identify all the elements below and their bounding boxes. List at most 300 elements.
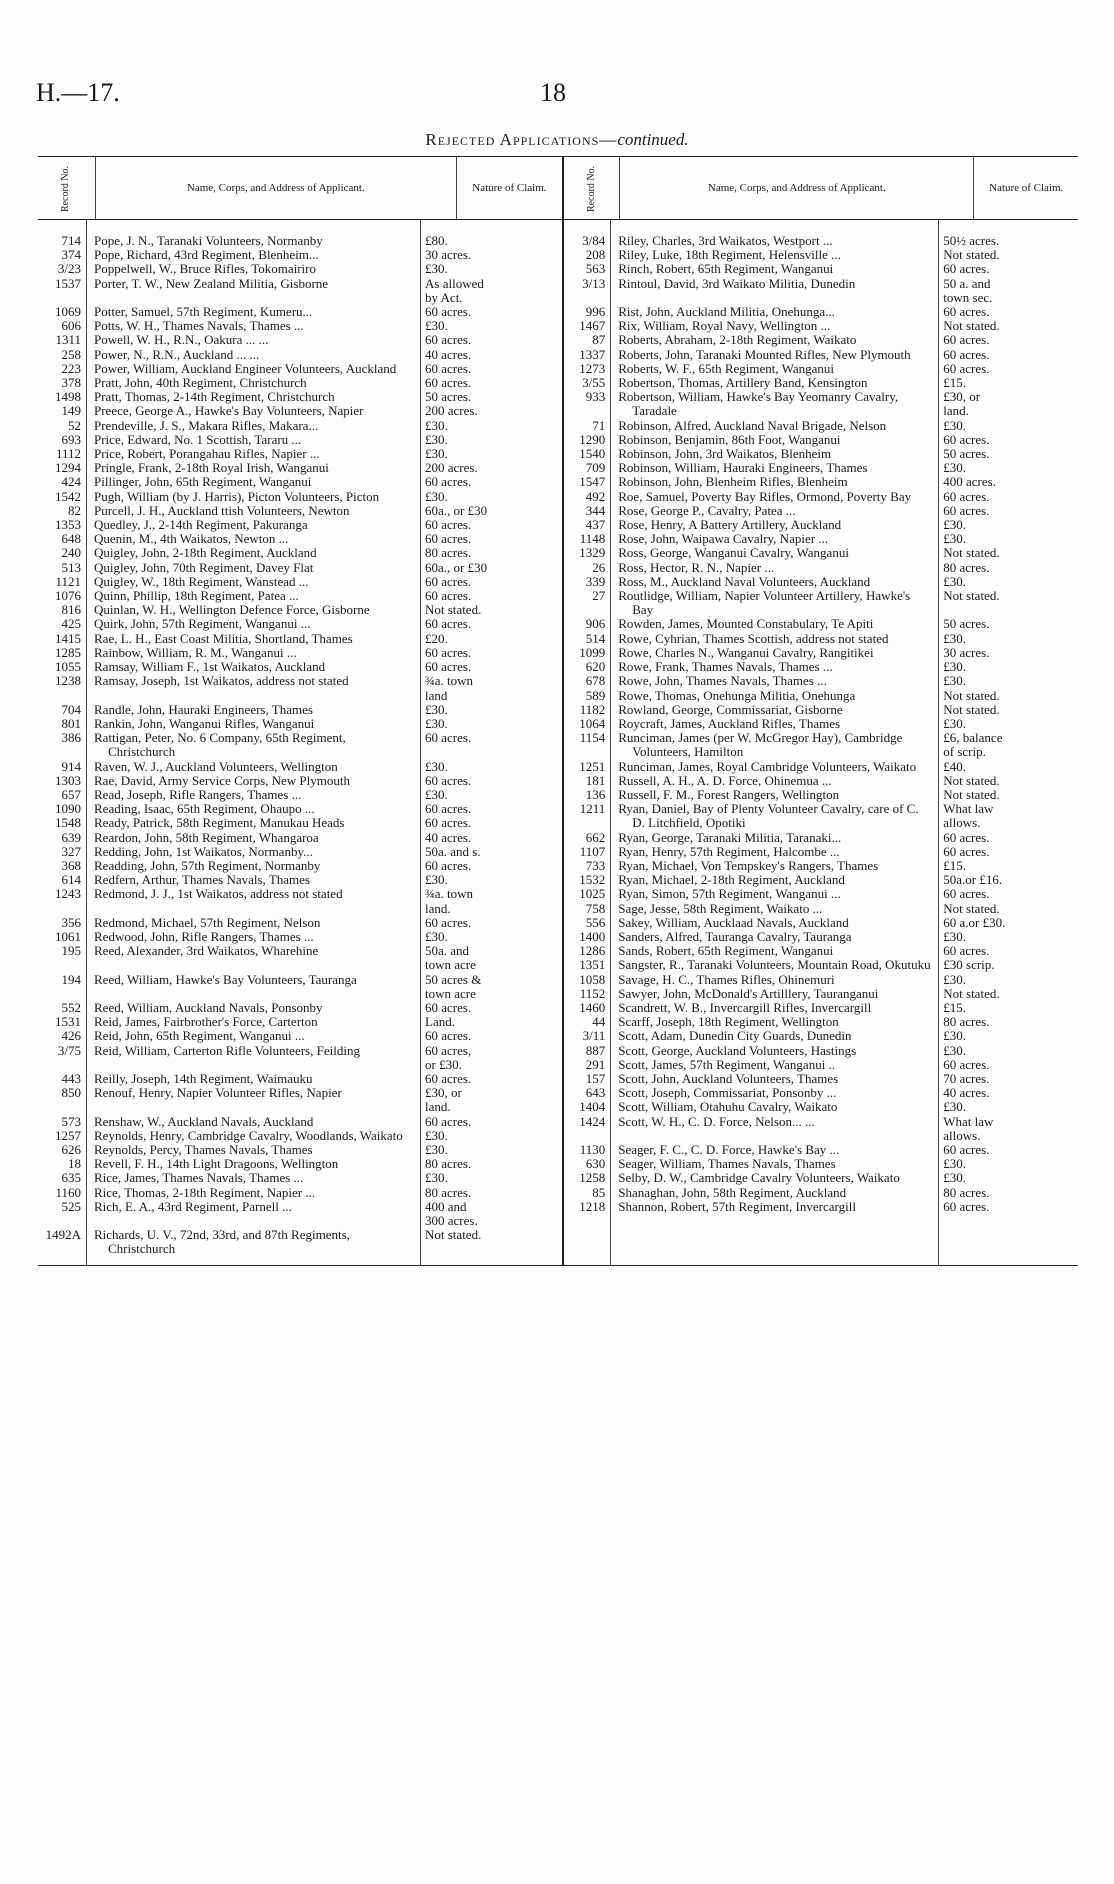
nature-of-claim: £30, or land. [425,1085,462,1115]
nature-of-claim: £20. [425,630,448,646]
applicant-entry [86,731,420,759]
nature-of-claim: Not stated. [943,318,1000,334]
nature-of-claim: 60a., or £30 [425,502,488,518]
applicant-text: Ryan, Henry, 57th Regiment, Halcombe ... [618,843,840,859]
record-number: 258 [61,346,81,362]
record-number: 1152 [579,985,606,1001]
applicant-entry [610,873,938,887]
nature-of-claim: 60 acres. [425,375,472,391]
applicant-text: Robinson, Benjamin, 86th Foot, Wanganui [618,431,841,447]
applicant-text: Seager, William, Thames Navals, Thames [618,1156,836,1172]
nature-of-claim: £40. [943,758,967,774]
applicant-text: Roycraft, James, Auckland Rifles, Thames [618,715,841,731]
applicant-entry [86,447,420,461]
table-row [564,234,1078,248]
applicant-entry [86,873,420,887]
record-number: 1400 [579,928,606,944]
applicant-entry [86,802,420,816]
applicant-text: Sage, Jesse, 58th Regiment, Waikato ... [618,900,823,916]
table-row [564,731,1078,759]
record-number: 3/84 [582,233,606,248]
table-row [564,1143,1078,1157]
applicant-text: Pugh, William (by J. Harris), Picton Volunteers, Picton [94,488,380,504]
record-number: 3/55 [582,375,606,391]
record-number: 492 [585,488,606,504]
applicant-text: Prendeville, J. S., Makara Rifles, Makara... [94,417,319,433]
applicant-entry [610,546,938,560]
record-number: 1243 [55,886,81,902]
table-row [38,1015,562,1029]
column-rule [420,220,421,1265]
applicant-text: Reading, Isaac, 65th Regiment, Ohaupo ... [94,801,315,817]
applicant-text: Quigley, W., 18th Regiment, Wanstead ... [94,573,309,589]
applicant-entry [86,419,420,433]
table-row [38,1115,562,1129]
table-row [564,859,1078,873]
nature-of-claim: £30. [425,1127,448,1143]
record-number: 1076 [55,588,81,604]
record-number: 240 [61,545,81,561]
applicant-text: Powell, W. H., R.N., Oakura ... ... [94,332,269,348]
applicant-entry [610,1115,938,1143]
col-header-nature-left: Nature of Claim. [456,157,563,220]
applicant-text: Rice, Thomas, 2-18th Regiment, Napier ... [94,1184,316,1200]
applicant-text: Reid, William, Carterton Rifle Volunteers, Feilding [94,1042,360,1058]
table-row [564,902,1078,916]
record-number: 181 [585,772,606,788]
applicant-text: Scott, Joseph, Commissariat, Ponsonby ... [618,1085,837,1101]
applicant-entry [610,802,938,830]
table-row [564,703,1078,717]
nature-of-claim: £30. [425,928,448,944]
applicant-text: Robinson, John, 3rd Waikatos, Blenheim [618,446,832,462]
table-row [564,1115,1078,1143]
record-number: 816 [61,602,81,618]
left-column-entries [38,220,563,1266]
table-row [38,674,562,702]
applicant-entry [86,262,420,276]
rejected-applications-table [38,156,1078,1266]
nature-of-claim: 60 acres. [425,772,472,788]
applicant-entry [610,447,938,461]
record-number: 914 [61,758,81,774]
applicant-text: Scandrett, W. B., Invercargill Rifles, Invercargill [618,999,872,1015]
applicant-entry [86,1143,420,1157]
record-number: 1099 [579,644,606,660]
record-number: 1069 [55,304,81,320]
table-row [38,646,562,660]
record-number: 1537 [55,275,81,291]
record-number: 195 [61,943,81,959]
nature-of-claim: 60 acres. [425,588,472,604]
applicant-text: Power, N., R.N., Auckland ... ... [94,346,260,362]
applicant-entry [610,831,938,845]
nature-of-claim: 60 acres. [943,943,990,959]
applicant-entry [610,589,938,617]
applicant-entry [610,1186,938,1200]
nature-of-claim: 60 acres. [943,1198,990,1214]
table-row [38,490,562,504]
applicant-text: Readding, John, 57th Regiment, Normanby [94,857,321,873]
nature-of-claim: 60 acres. [425,730,472,746]
applicant-entry [86,674,420,702]
nature-of-claim: £30 scrip. [943,957,995,973]
record-number: 3/23 [57,261,81,277]
nature-of-claim: Not stated. [425,1227,482,1243]
applicant-text: Rowe, Cyhrian, Thames Scottish, address not stated [618,630,889,646]
record-number: 1107 [579,843,606,859]
applicant-entry [610,433,938,447]
applicant-entry [86,703,420,717]
applicant-text: Rose, Henry, A Battery Artillery, Auckland [618,517,842,533]
table-row [564,1086,1078,1100]
table-row [38,248,562,262]
nature-of-claim: 60 acres. [943,360,990,376]
record-number: 552 [61,999,81,1015]
table-row [38,589,562,603]
table-row [38,390,562,404]
nature-of-claim: 50a. and town acre [425,943,476,973]
record-number: 1182 [579,701,606,717]
nature-of-claim: £30. [425,446,448,462]
nature-of-claim: 80 acres. [425,545,472,561]
applicant-entry [610,305,938,319]
record-number: 339 [585,573,606,589]
applicant-text: Redmond, J. J., 1st Waikatos, address not stated [94,886,343,902]
applicant-entry [86,248,420,262]
nature-of-claim: 60 acres. [425,517,472,533]
record-number: 437 [585,517,606,533]
applicant-text: Russell, A. H., A. D. Force, Ohinemua ... [618,772,832,788]
applicant-entry [86,433,420,447]
applicant-text: Reynolds, Henry, Cambridge Cavalry, Woodlands, Waikato [94,1127,403,1143]
table-row [564,575,1078,589]
applicant-entry [610,845,938,859]
record-number: 425 [61,616,81,632]
nature-of-claim: 60 acres. [425,573,472,589]
table-row [38,887,562,915]
nature-of-claim: £15. [943,375,967,391]
record-number: 1064 [579,715,606,731]
table-row [38,546,562,560]
record-number: 1061 [55,928,81,944]
applicant-text: Quenin, M., 4th Waikatos, Newton ... [94,531,289,547]
applicant-text: Rainbow, William, R. M., Wanganui ... [94,644,297,660]
table-row [38,944,562,972]
applicant-entry [86,973,420,1001]
nature-of-claim: £30. [943,573,967,589]
applicant-text: Quedley, J., 2-14th Regiment, Pakuranga [94,517,308,533]
applicant-entry [86,1186,420,1200]
applicant-text: Potts, W. H., Thames Navals, Thames ... [94,318,304,334]
applicant-text: Reid, John, 65th Regiment, Wanganui ... [94,1028,305,1044]
record-number: 657 [61,786,81,802]
nature-of-claim: 80 acres. [943,1014,990,1030]
applicant-text: Rowland, George, Commissariat, Gisborne [618,701,843,717]
table-row [564,319,1078,333]
applicant-entry [86,1086,420,1114]
record-number: 563 [585,261,606,277]
applicant-entry [610,362,938,376]
applicant-entry [86,305,420,319]
record-number: 1286 [579,943,606,959]
applicant-entry [610,575,938,589]
nature-of-claim: Not stated. [943,701,1000,717]
applicant-entry [610,887,938,901]
table-row [38,262,562,276]
nature-of-claim: 50 acres. [425,389,472,405]
table-row [564,561,1078,575]
applicant-entry [610,689,938,703]
applicant-text: Rattigan, Peter, No. 6 Company, 65th Regiment, Christchurch [94,730,346,760]
table-row [564,333,1078,347]
record-number: 758 [585,900,606,916]
applicant-text: Savage, H. C., Thames Rifles, Ohinemuri [618,971,835,987]
applicant-text: Robertson, Thomas, Artillery Band, Kensington [618,375,868,391]
applicant-text: Rae, David, Army Service Corps, New Plymouth [94,772,350,788]
applicant-entry [610,703,938,717]
applicant-entry [86,1115,420,1129]
applicant-text: Roe, Samuel, Poverty Bay Rifles, Ormond, Poverty Bay [618,488,912,504]
applicant-entry [86,277,420,305]
applicant-entry [610,930,938,944]
table-row [564,433,1078,447]
record-number: 933 [585,389,606,405]
record-number: 1251 [579,758,606,774]
record-number: 850 [61,1085,81,1101]
table-row [38,376,562,390]
table-row [564,916,1078,930]
applicant-text: Power, William, Auckland Engineer Volunteers, Auckland [94,360,397,376]
applicant-entry [610,1100,938,1114]
applicant-entry [86,632,420,646]
table-row [38,788,562,802]
applicant-text: Pratt, John, 40th Regiment, Christchurch [94,375,307,391]
right-column-entries [563,220,1078,1266]
applicant-text: Reed, William, Auckland Navals, Ponsonby [94,999,323,1015]
record-number: 1290 [579,431,606,447]
record-number: 208 [585,247,606,263]
record-number: 1273 [579,360,606,376]
nature-of-claim: 60 acres. [425,659,472,675]
nature-of-claim: 60a., or £30 [425,559,488,575]
nature-of-claim: £30. [943,1170,967,1186]
nature-of-claim: £30. [425,1170,448,1186]
table-row [564,1029,1078,1043]
nature-of-claim: 80 acres. [425,1184,472,1200]
nature-of-claim: £30. [425,1142,448,1157]
table-row [564,958,1078,972]
record-number: 85 [592,1184,606,1200]
record-number: 1121 [55,573,81,589]
nature-of-claim: 60 acres. [943,346,990,362]
applicant-entry [86,930,420,944]
applicant-text: Rix, William, Royal Navy, Wellington ... [618,318,831,334]
col-header-record-right: Record No. [563,157,620,220]
nature-of-claim: 80 acres. [943,559,990,575]
record-number: 996 [585,304,606,320]
table-row [564,831,1078,845]
applicant-entry [86,887,420,915]
applicant-entry [86,1228,420,1256]
nature-of-claim: 60 acres. [943,1142,990,1157]
nature-of-claim: Not stated. [425,602,482,618]
applicant-entry [610,717,938,731]
nature-of-claim: 60 acres, or £30. [425,1042,472,1072]
table-row [564,461,1078,475]
table-row [564,490,1078,504]
table-row [38,1186,562,1200]
table-row [38,703,562,717]
nature-of-claim: Not stated. [943,772,1000,788]
nature-of-claim: 60 acres. [943,304,990,320]
applicant-text: Preece, George A., Hawke's Bay Volunteers, Napier [94,403,364,419]
nature-of-claim: Not stated. [943,687,1000,703]
applicant-entry [610,490,938,504]
record-number: 149 [61,403,81,419]
record-number: 136 [585,786,606,802]
table-row [38,319,562,333]
table-row [564,930,1078,944]
page-number: 18 [540,78,566,107]
table-row [564,248,1078,262]
record-number: 1055 [55,659,81,675]
applicant-entry [610,475,938,489]
applicant-entry [610,1058,938,1072]
table-row [564,1171,1078,1185]
nature-of-claim: 60 acres. [943,488,990,504]
applicant-entry [86,362,420,376]
applicant-text: Renshaw, W., Auckland Navals, Auckland [94,1113,314,1129]
nature-of-claim: £30. [425,417,448,433]
record-number: 525 [61,1198,81,1214]
applicant-entry [86,575,420,589]
applicant-text: Rist, John, Auckland Militia, Onehunga... [618,304,835,320]
nature-of-claim: £15. [943,857,967,873]
record-number: 1257 [55,1127,81,1143]
applicant-entry [610,617,938,631]
nature-of-claim: Not stated. [943,247,1000,263]
applicant-text: Sanders, Alfred, Tauranga Cavalry, Tauranga [618,928,852,944]
nature-of-claim: £30. [425,715,448,731]
record-number: 1303 [55,772,81,788]
nature-of-claim: 60 acres. [943,843,990,859]
applicant-entry [610,632,938,646]
applicant-entry [610,674,938,688]
table-row [38,617,562,631]
nature-of-claim: 60 acres. [425,815,472,831]
nature-of-claim: 60 acres. [425,914,472,930]
record-number: 27 [592,588,606,604]
applicant-entry [86,319,420,333]
applicant-text: Randle, John, Hauraki Engineers, Thames [94,701,313,717]
table-row [38,1029,562,1043]
nature-of-claim: 70 acres. [943,1070,990,1086]
applicant-text: Robinson, Alfred, Auckland Naval Brigade, Nelson [618,417,887,433]
applicant-entry [610,973,938,987]
heading-caps: Rejected Applications— [425,130,618,149]
nature-of-claim: 60 acres. [425,474,472,490]
applicant-text: Rose, John, Waipawa Cavalry, Napier ... [618,531,829,547]
nature-of-claim: Not stated. [943,545,1000,561]
nature-of-claim: 60 acres. [425,616,472,632]
applicant-entry [610,504,938,518]
applicant-text: Scarff, Joseph, 18th Regiment, Wellington [618,1014,839,1030]
nature-of-claim: 60 acres. [425,644,472,660]
applicant-entry [610,376,938,390]
nature-of-claim: 400 and 300 acres. [425,1198,478,1229]
table-row [564,362,1078,376]
applicant-text: Price, Robert, Porangahau Rifles, Napier ... [94,446,320,462]
applicant-entry [86,532,420,546]
record-number: 630 [585,1156,606,1172]
applicant-text: Pillinger, John, 65th Regiment, Wanganui [94,474,312,490]
table-row [564,546,1078,560]
nature-of-claim: 50 acres & town acre [425,971,482,1001]
record-number: 157 [585,1070,606,1086]
table-body-row [38,220,1078,1266]
applicant-entry [610,1001,938,1015]
table-row [564,518,1078,532]
applicant-text: Pringle, Frank, 2-18th Royal Irish, Wanganui [94,460,329,476]
table-row [38,717,562,731]
record-number: 426 [61,1028,81,1044]
record-number: 573 [61,1113,81,1129]
table-row [564,689,1078,703]
applicant-text: Pope, Richard, 43rd Regiment, Blenheim... [94,247,319,263]
nature-of-claim: What law allows. [943,1113,994,1143]
applicant-text: Sangster, R., Taranaki Volunteers, Mountain Road, Okutuku [618,957,931,973]
table-row [38,234,562,248]
table-row [564,1100,1078,1114]
record-number: 1058 [579,971,606,987]
table-row [38,433,562,447]
nature-of-claim: Not stated. [943,588,1000,604]
table-row [38,816,562,830]
nature-of-claim: 60 acres. [425,857,472,873]
table-row [564,660,1078,674]
nature-of-claim: 60 acres. [425,801,472,817]
nature-of-claim: 60 acres. [943,886,990,902]
applicant-text: Revell, F. H., 14th Light Dragoons, Wellington [94,1156,339,1172]
table-row [38,1228,562,1256]
table-row [38,916,562,930]
record-number: 1404 [579,1099,606,1115]
record-number: 327 [61,843,81,859]
nature-of-claim: ¾a. town land [425,673,474,703]
table-row [564,419,1078,433]
applicant-entry [86,1200,420,1228]
applicant-text: Reed, Alexander, 3rd Waikatos, Wharehine [94,943,319,959]
nature-of-claim: £30. [943,1099,967,1115]
table-row [564,788,1078,802]
nature-of-claim: Land. [425,1014,455,1030]
table-row [38,333,562,347]
nature-of-claim: £30. [943,1028,967,1044]
applicant-text: Quigley, John, 2-18th Regiment, Auckland [94,545,317,561]
applicant-text: Shannon, Robert, 57th Regiment, Invercargill [618,1198,856,1214]
table-row [38,348,562,362]
record-number: 620 [585,659,606,675]
column-rule [86,220,87,1265]
record-number: 368 [61,857,81,873]
applicant-entry [86,603,420,617]
applicant-entry [86,348,420,362]
applicant-text: Roberts, Abraham, 2-18th Regiment, Waikato [618,332,857,348]
table-row [564,305,1078,319]
record-number: 52 [68,417,81,433]
record-number: 1548 [55,815,81,831]
